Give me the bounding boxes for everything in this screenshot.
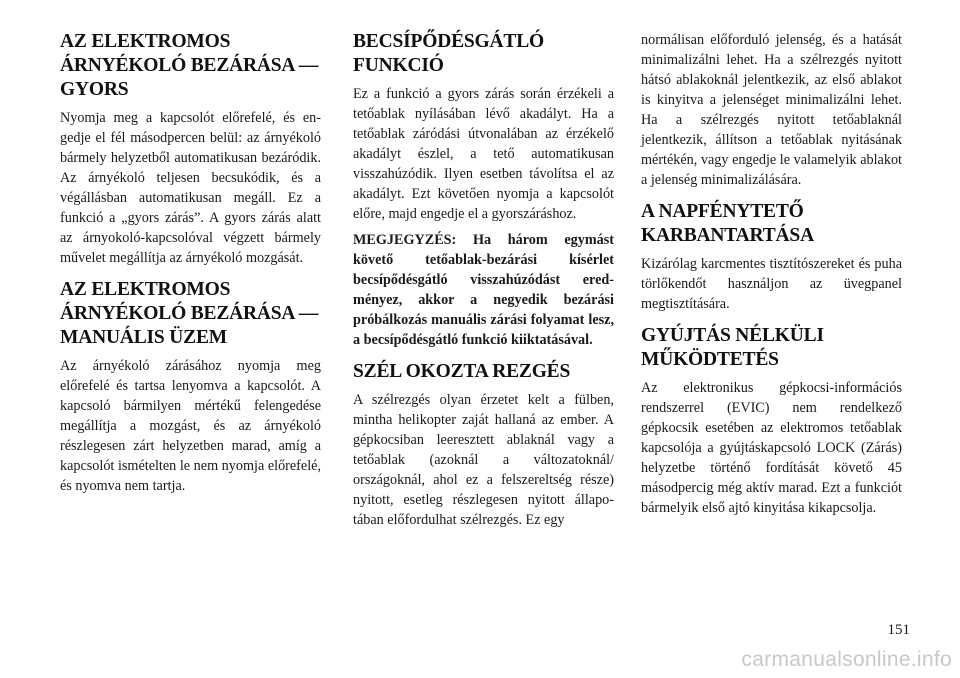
heading-quick-close: AZ ELEKTROMOS ÁRNYÉKOLÓ BEZÁRÁSA — GYORS: [60, 31, 319, 100]
paragraph-pinch-protection: Ez a funkció a gyors zárás során érzékeli a tetőablak nyílásában lévő akadályt. Ha a tetőablak záródási útvonalában az érzékelő akadályt észlel, a tető automatikusan visszahúzódik. Ilyen esetben távolítsa el az akadályt. Ezt követően nyomja a kapcsolót előre, majd engedje el a gyorszáráshoz.: [353, 86, 614, 222]
paragraph-sunroof-maintenance: Kizárólag karcmentes tisztítószereket és puha törlőkendőt használjon az üvegpanel megtisztítására.: [641, 256, 902, 312]
column-left: [60, 30, 321, 496]
column-middle: [353, 30, 614, 530]
column-right: [641, 30, 902, 518]
heading-ignition-off-operation: GYÚJTÁS NÉLKÜLI MŰKÖDTETÉS: [641, 325, 824, 370]
heading-wind-buffeting: SZÉL OKOZTA REZGÉS: [353, 361, 571, 382]
heading-pinch-protection: BECSÍPŐDÉSGÁTLÓ FUNKCIÓ: [353, 31, 544, 76]
watermark: carmanualsonline.info: [741, 648, 952, 671]
heading-manual-close: AZ ELEKTROMOS ÁRNYÉKOLÓ BEZÁRÁSA — MANUÁLIS ÜZEM: [60, 279, 319, 348]
paragraph-manual-close: Az árnyékoló zárásához nyomja meg előrefelé és tartsa lenyomva a kapcsolót. A kapcsoló bármilyen mértékű felengedése megállítja a mozgást, és az árnyékoló részlegesen zárt helyzetben marad, amíg a kapcsolót ismételten le nem nyomja előrefelé, és nyomva nem tartja.: [60, 358, 321, 494]
note-pinch-protection: MEGJEGYZÉS: Ha három egymást követő tetőablak-bezárási kísérlet becsípődésgátló visszahúzódást eredményez, akkor a negyedik bezárási próbálkozás manuális zárási folyamat lesz, a becsípődésgátló funkció kiiktatásával.: [353, 232, 614, 348]
heading-sunroof-maintenance: A NAPFÉNYTETŐ KARBANTARTÁSA: [641, 201, 814, 246]
page-number: 151: [887, 622, 910, 638]
paragraph-ignition-off-operation: Az elektronikus gépkocsi-információs rendszerrel (EVIC) nem rendelkező gépkocsik esetében az elektromos tetőablak kapcsolója a gyújtáskapcsoló LOCK (Zárás) helyzetbe történő fordítását követő 45 másodpercig még aktív marad. Ezt a funkciót bármelyik első ajtó kinyitása kikapcsolja.: [641, 380, 902, 516]
paragraph-quick-close: Nyomja meg a kapcsolót előrefelé, és engedje el fél másodpercen belül: az árnyékoló bármely helyzetből automatikusan bezáródik. Az árnyékoló teljesen becsukódik, és a végállásban automatikusan megáll. Ez a funkció a „gyors zárás”. A gyors zárás alatt az árnyokoló-kapcsolóval végzett bármely művelet megállítja az árnyékoló mozgását.: [60, 110, 321, 266]
paragraph-wind-buffeting: A szélrezgés olyan érzetet kelt a fülben, mintha helikopter zaját hallaná az ember. A gépkocsiban leeresztett ablaknál vagy a tetőablak (azoknál a változatoknál/ országoknál, ahol ez a felszereltség része) nyitott, esetleg részlegesen nyitott állapotában előfordulhat szélrezgés. Ez egy: [353, 392, 614, 528]
paragraph-wind-buffeting-continued: normálisan előforduló jelenség, és a hatását minimalizálni lehet. Ha a szélrezgés nyitott hátsó ablakoknál jelentkezik, az első ablakot is kinyitva a jelenséget minimalizálni lehet. Ha a szélrezgés nyitott tetőablaknál jelentkezik, állítson a tetőablak nyitásának mértékén, vagy engedje le valamelyik ablakot a jelenség minimalizálására.: [641, 32, 902, 188]
